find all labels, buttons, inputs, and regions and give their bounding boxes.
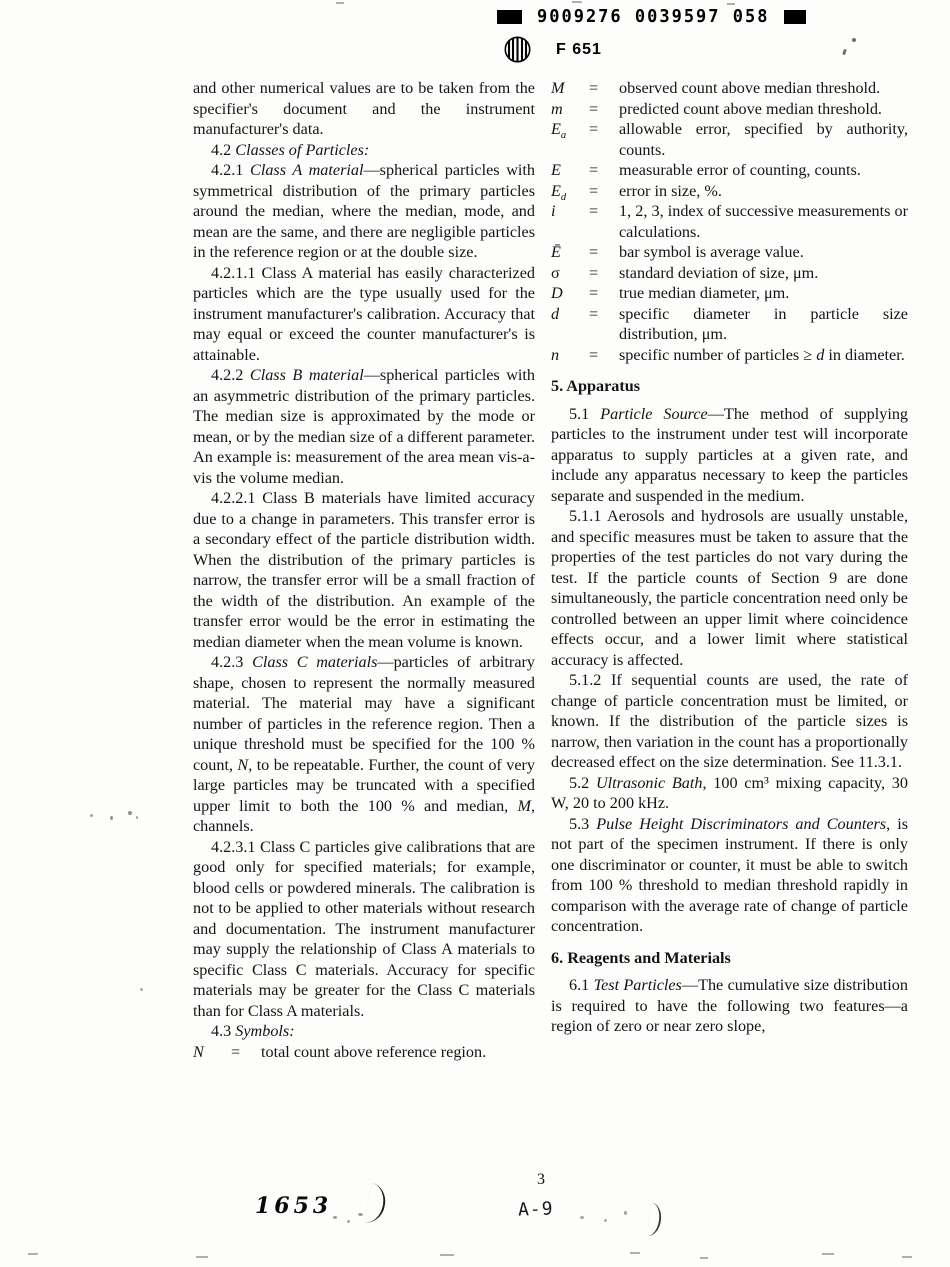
text-segment: E xyxy=(551,181,561,200)
symbol-definition xyxy=(619,78,908,99)
text-segment: Symbols: xyxy=(235,1022,295,1040)
paragraph xyxy=(193,837,535,1022)
section-heading xyxy=(551,376,908,397)
text-segment: Test Particles xyxy=(593,976,682,994)
equals-sign: = xyxy=(589,202,599,220)
text-segment: —The method of supplying particles to the instrument under test will incorporate apparatus to supply particles at a given rate, and include any apparatus necessary to keep the particles separate and suspended in the medium. xyxy=(551,404,909,505)
symbol-entry xyxy=(551,99,908,120)
equals-sign: = xyxy=(589,243,599,261)
symbol-entry xyxy=(193,1042,535,1063)
text-segment: and other numerical values are to be taken from the specifier's document and the instrument manufacturer's data. xyxy=(193,79,535,138)
paragraph xyxy=(551,506,908,670)
equals-sign: = xyxy=(589,99,599,118)
symbol xyxy=(193,1042,231,1063)
equals-sign: = xyxy=(231,1042,241,1061)
text-segment: Classes of Particles: xyxy=(235,140,370,159)
text-segment: Class B material xyxy=(249,366,364,384)
text-segment: E xyxy=(551,120,561,138)
text-segment: specific number of particles ≥ xyxy=(619,345,817,364)
pen-stroke xyxy=(647,1202,664,1237)
text-segment: 4.2.3.1 Class C particles give calibrations that are good only for specified materials; for example, blood cells or powdered minerals. The calibration is not to be applied to other materials without research and documentation. The instrument manufacturer may supply the relationship of Class A materials to specific Class C materials. Accuracy for specific materials may be greater for the Class C materials than for Class A materials. xyxy=(193,837,535,1020)
paragraph xyxy=(193,488,535,652)
symbol xyxy=(551,345,589,366)
equals-sign: = xyxy=(589,263,599,282)
text-segment: 6. Reagents and Materials xyxy=(551,948,731,967)
text-segment: D xyxy=(551,284,563,302)
text-segment: , is not part of the specimen instrument. If there is only one discriminator or counter, it must be able to switch from 100 % threshold to median threshold rapidly in comparison with the average rate of change of particle concentration. xyxy=(551,814,909,935)
right-text-column xyxy=(551,78,908,1037)
text-segment: d xyxy=(560,191,567,203)
text-segment: true median diameter, μm. xyxy=(619,284,790,302)
equals-sign: = xyxy=(589,345,599,364)
symbol-entry xyxy=(551,181,908,202)
symbol xyxy=(551,99,589,120)
text-segment: error in size, %. xyxy=(619,181,722,200)
text-segment: 4.2.1.1 Class A material has easily characterized particles which are the type usually used for the instrument manufacturer's calibration. Accuracy that may equal or exceed the counter manufacturer's is attainable. xyxy=(193,263,535,364)
text-segment: 5.1 xyxy=(569,404,601,423)
text-segment: E xyxy=(551,161,561,179)
text-segment: Pulse Height Discriminators and Counters xyxy=(596,814,887,833)
symbol-definition xyxy=(619,263,908,284)
pen-stroke xyxy=(365,1183,389,1225)
page-number: 3 xyxy=(537,1171,545,1188)
symbol-entry xyxy=(551,283,908,304)
paragraph xyxy=(193,140,535,161)
text-segment: m xyxy=(551,99,563,118)
text-segment: d xyxy=(816,345,825,364)
symbol-definition xyxy=(619,181,908,202)
paragraph xyxy=(551,773,908,814)
text-segment: total count above reference region. xyxy=(261,1042,487,1061)
left-text-column xyxy=(193,78,535,1062)
paragraph xyxy=(193,160,535,263)
handwritten-mark: A-9 xyxy=(517,1198,554,1221)
barcode-header xyxy=(497,7,806,27)
text-segment: —spherical particles with an asymmetric distribution of the primary particles. The median size is approximated by the mode or mean, or by the median size of a different parameter. An example is: measurement of the area mean vis-a-vis the volume median. xyxy=(193,366,535,487)
paragraph xyxy=(193,652,535,837)
text-segment: Class C materials xyxy=(252,653,378,671)
symbol xyxy=(551,283,589,304)
text-segment: 4.2.3 xyxy=(211,653,253,671)
symbol-definition xyxy=(619,345,908,366)
equals-sign: = xyxy=(589,120,599,138)
symbol xyxy=(551,201,589,222)
text-segment: 5.3 xyxy=(569,814,597,833)
text-segment: 5.1.1 Aerosols and hydrosols are usually unstable, and specific measures must be taken to assure that the properties of the test particles do not vary during the test. If the particle counts of Section 9 are done simultaneously, the particle concentration need only be controlled between an upper limit where coincidence effects occur, and a lower limit where statistical accuracy is affected. xyxy=(551,507,908,669)
symbol-definition xyxy=(619,201,908,242)
text-segment: allowable error, specified by authority, counts. xyxy=(619,120,908,159)
text-segment: M xyxy=(517,796,531,815)
symbol-entry xyxy=(551,160,908,181)
text-segment: standard deviation of size, μm. xyxy=(619,263,819,282)
text-segment: in diameter. xyxy=(824,345,905,364)
symbol-definition xyxy=(619,160,908,181)
equals-sign: = xyxy=(589,79,599,97)
stamp-number: 1653 xyxy=(255,1193,333,1219)
text-segment: —The cumulative size distribution is required to have the following two features—a region of zero or near zero slope, xyxy=(551,976,908,1035)
symbol xyxy=(551,119,589,140)
equals-sign: = xyxy=(589,284,599,302)
barcode-block-left-icon xyxy=(497,10,522,24)
paragraph xyxy=(193,1021,535,1042)
symbol-entry xyxy=(551,304,908,345)
symbol-entry xyxy=(551,242,908,263)
text-segment: specific diameter in particle size distribution, μm. xyxy=(619,304,908,343)
text-segment: 4.2.2.1 Class B materials have limited accuracy due to a change in parameters. This transfer error is a secondary effect of the particle distribution width. When the distribution of the primary particles is narrow, the transfer error will be a small fraction of the width of the distribution. An example of the transfer error would be the error in estimating the median diameter when the mean volume is known. xyxy=(193,489,535,651)
text-segment: predicted count above median threshold. xyxy=(619,99,882,118)
text-segment: 4.2.1 xyxy=(211,161,251,179)
document-identity-row xyxy=(504,36,602,63)
text-segment: bar symbol is average value. xyxy=(619,243,804,261)
equals-sign: = xyxy=(589,181,599,200)
document-code: F 651 xyxy=(556,40,602,58)
text-segment: , to be repeatable. Further, the count of very large particles may be truncated with a specified upper limit to both the 100 % and median, xyxy=(193,755,535,815)
text-segment: 4.3 xyxy=(211,1022,236,1040)
paragraph xyxy=(193,78,535,140)
text-segment: , channels. xyxy=(193,796,535,835)
astm-logo-icon xyxy=(504,36,531,63)
paragraph xyxy=(193,365,535,488)
symbol xyxy=(551,160,589,181)
symbol-entry xyxy=(551,201,908,242)
paragraph xyxy=(193,263,535,366)
section-heading xyxy=(551,948,908,969)
symbol xyxy=(551,181,589,202)
text-segment: Ē xyxy=(551,243,561,261)
text-segment: 6.1 xyxy=(569,976,594,994)
text-segment: 4.2.2 xyxy=(211,366,250,384)
text-segment: N xyxy=(237,755,249,774)
symbol-definition xyxy=(619,242,908,263)
symbol-definition xyxy=(619,283,908,304)
text-segment: 5.1.2 If sequential counts are used, the rate of change of particle concentration must be limited, or known. If the distribution of the particle sizes is narrow, then variation in the count has a proportionally decreased effect on the size determination. See 11.3.1. xyxy=(551,671,908,771)
text-segment: n xyxy=(551,345,560,364)
symbol xyxy=(551,78,589,99)
text-segment: 4.2 xyxy=(211,140,236,159)
text-segment: —spherical particles with symmetrical distribution of the primary particles around the median, where the median, mode, and mean are the same, and there are negligible particles in the reference region or at the double size. xyxy=(193,161,536,261)
equals-sign: = xyxy=(589,161,599,179)
paragraph xyxy=(551,404,908,507)
paragraph xyxy=(551,975,908,1037)
text-segment: Ultrasonic Bath xyxy=(595,773,703,792)
symbol-definition xyxy=(619,304,908,345)
paragraph xyxy=(551,670,908,773)
text-segment: a xyxy=(560,130,567,142)
symbol-definition xyxy=(619,119,908,160)
symbol-entry xyxy=(551,263,908,284)
symbol-entry xyxy=(551,119,908,160)
symbol-entry xyxy=(551,345,908,366)
equals-sign: = xyxy=(589,304,599,323)
text-segment: 1, 2, 3, index of successive measurements or calculations. xyxy=(619,202,908,241)
paragraph xyxy=(551,814,908,937)
symbol xyxy=(551,242,589,263)
text-segment: d xyxy=(551,304,560,323)
text-segment: observed count above median threshold. xyxy=(619,79,881,97)
symbol xyxy=(551,304,589,325)
text-segment: Class A material xyxy=(250,161,364,179)
text-segment: 5. Apparatus xyxy=(551,377,641,395)
text-segment: —particles of arbitrary shape, chosen to represent the normally measured material. The material may have a significant number of particles in the reference region. Then a unique threshold must be specified for the 100 % count, xyxy=(193,653,535,774)
text-segment: Particle Source xyxy=(600,404,708,423)
text-segment: σ xyxy=(551,263,560,282)
text-segment: 5.2 xyxy=(569,773,596,792)
symbol xyxy=(551,263,589,284)
symbol-definition xyxy=(619,99,908,120)
barcode-block-right-icon xyxy=(784,10,806,24)
barcode-text: 9009276 0039597 058 xyxy=(537,6,770,28)
symbol-entry xyxy=(551,78,908,99)
text-segment: N xyxy=(193,1042,204,1061)
text-segment: measurable error of counting, counts. xyxy=(619,161,861,179)
text-segment: i xyxy=(551,202,556,220)
text-segment: M xyxy=(551,79,565,97)
symbol-definition xyxy=(261,1042,535,1063)
text-segment: , 100 cm³ mixing capacity, 30 W, 20 to 200 kHz. xyxy=(551,773,908,812)
